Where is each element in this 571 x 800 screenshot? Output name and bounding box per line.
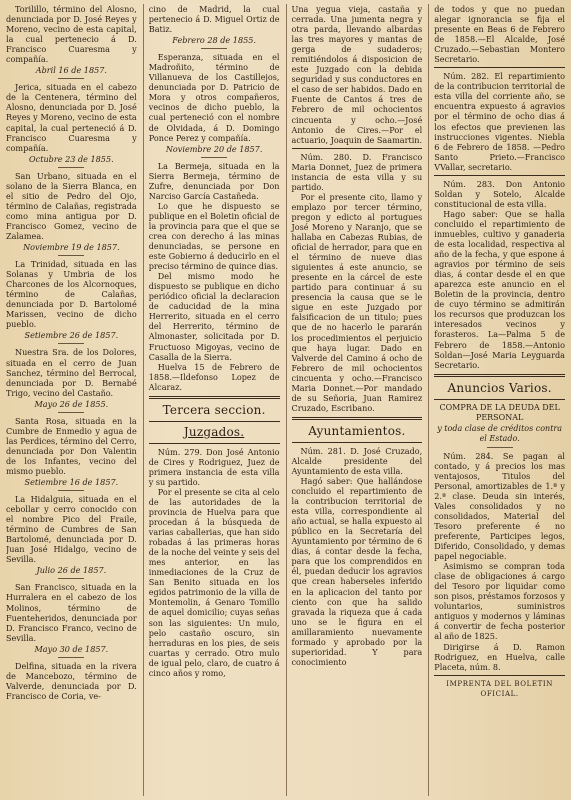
notice-paragraph: Una yegua vieja, castaña y cerrada. Una jumenta negra y otra parda, llevando albardas las tres mayores y mantas de gerga de sudaderos; remitiéndolos á disposicion de este Juzgado con la debida seguridad y sus conductores en el caso de ser habidos. Dado en Fuente de Cantos á tres de Febrero de mil ochocientos cincuenta y ocho.—José Antonio de Cires.—Por el actuario, Joaquin de Saamartin. [291, 4, 423, 145]
notice-paragraph: Por el presente se cita al celo de las autoridades de la provincia de Huelva para que procedan á la búsqueda de varias caballerias, que han sido robadas á las primeras horas de la noche del veinte y seis del mes anterior, en las inmediaciones de la Cruz de San Benito situada en los egidos patrimonio de la villa de Montemolin, á Genaro Tomillo de aquel domicilio; cuyas señas son las siguientes: Un mulo, pelo castaño oscuro, sin herraduras en los pies, de seis cuartas y cerrado. Otro mulo de igual pelo, claro, de cuatro á cinco años y romo, [148, 486, 280, 678]
notice-paragraph: de todos y que no puedan alegar ignorancia se fija el presente en Beas 6 de Febrero de 1858.—El Alcalde, José Cruzado.—Sebastian Montero Secretario. [434, 4, 565, 65]
section-rule [434, 399, 565, 400]
separator [487, 447, 513, 448]
separator [58, 78, 84, 79]
printer-footer: IMPRENTA DEL BOLETIN OFICIAL. [446, 679, 553, 698]
mine-listing: La Hidalguia, situada en el cebollar y cerro conocido con el nombre Pico del Fraile, término de Cumbres de San Bartolomé, denunciada por D. Juan José Hidalgo, vecino de Sevilla. [6, 494, 137, 565]
section-rule [149, 421, 280, 422]
separator [58, 657, 84, 658]
listing-date: Julio 26 de 1857. [36, 565, 107, 576]
column-1 [6, 4, 137, 796]
mine-listing: Torilillo, término del Alosno, denunciada por D. José Reyes y Moreno, vecino de esta capital, la cual pertenecio á D. Francisco Cuaresma y compañía. [6, 4, 137, 65]
separator [58, 412, 84, 413]
separator [434, 675, 565, 676]
mine-listing: Esperanza, situada en el Madroñito, término de Villanueva de los Castillejos, denunciada por D. Patricio de Mora y otros compañeros, vecinos de dicho pueblo, la cual perteneció con el nombre de Olvidada, á D. Domingo Ponce Perez y compañía. [148, 52, 280, 143]
advert-title: COMPRA DE LA DEUDA DEL PERSONAL [439, 402, 560, 422]
separator [434, 67, 565, 68]
notice-paragraph: Hagó saber: Que hallándose concluido el repartimiento de la contribucion territorial de esta villa, correspondiente al año actual, se halla expuesto al público en la Secretaría del Ayuntamiento por término de 6 dias, á contar desde la fecha, para que los comprendidos en él, puedan deducir los agravios que crean haberseles inferido en la aplicacion del tanto por ciento con que ha salido gravada la riqueza que á cada uno se le figura en el amillaramiento nuevamente formado y aprobado por la superioridad. Y para conocimiento [291, 476, 423, 667]
advert-subtitle: y toda clase de créditos contra el Estado. [437, 423, 563, 443]
section-rule [149, 396, 280, 399]
section-rule [292, 442, 423, 443]
section-rule [434, 374, 565, 377]
advert-paragraph: Núm. 284. Se pagan al contado, y á precios los mas ventajosos, Titulos del Personal, amortizables de 1.ª y 2.ª clase. Deuda sin interés, Vales consolidados y no consolidados, Material del Tesoro preferente é no preferente, Participes legos, Diferido, Consolidado, y demas papel negociable. [434, 450, 565, 562]
notice-header: Núm. 281. D. José Cruzado, Alcalde presidente del Ayuntamiento de esta villa. [291, 445, 423, 476]
mine-listing: San Francisco, situada en la Hurralera en el cabezo de los Molinos, término de Fuenteheridos, denunciada por D. Francisco Franco, vecino de Sevilla. [6, 582, 137, 643]
listing-date: Mayo 30 de 1857. [34, 643, 109, 654]
section-heading: Anuncios Varios. [447, 380, 552, 395]
notice-paragraph: Lo que he dispuesto se publique en el Boletin oficial de la provincia para que el que se crea con derecho á las minas denunciadas, se persone en este Gobierno á deducirlo en el preciso término de quince dias. [148, 200, 280, 272]
separator [58, 167, 84, 168]
listing-date: Abril 16 de 1857. [35, 65, 107, 76]
section-heading: Ayuntamientos. [308, 423, 406, 438]
listing-date: Noviembre 20 de 1857. [165, 143, 263, 154]
notice-header: Núm. 280. D. Francisco Maria Donnet, Juez de primera instancia de esta villa y su partido. [291, 151, 423, 192]
mine-listing: cino de Madrid, la cual pertenecio á D. Miguel Ortiz de Batiz. [148, 4, 280, 35]
mine-listing: La Bermeja, situada en la Sierra Bermeja, término de Zufre, denunciada por Don Narciso García Castañeda. [148, 160, 280, 201]
column-4 [428, 4, 565, 796]
section-rule [292, 417, 423, 420]
column-2 [143, 4, 280, 796]
section-rule [149, 443, 280, 444]
separator [58, 255, 84, 256]
separator [58, 490, 84, 491]
listing-date: Setiembre 16 de 1857. [24, 477, 119, 488]
listing-date: Octubre 23 de 1855. [29, 153, 114, 164]
subsection-heading: Juzgados. [183, 424, 245, 439]
separator [292, 148, 423, 149]
separator [434, 175, 565, 176]
advert-paragraph: Dirigirse á D. Ramon Rodriguez, en Huelva, calle Placeta, núm. 8. [434, 641, 565, 672]
listing-date: Noviembre 19 de 1857. [23, 242, 120, 253]
separator [201, 48, 227, 49]
notice-paragraph: Del mismo modo he dispuesto se publique en dicho periódico oficial la declaracion de caducidad de la mina Herrerito, situada en el cerro del Herrerito, término de Almonaster, solicitada por D. Fructuoso Migoyas, vecino de Casalla de la Sierra. [148, 271, 280, 362]
listing-date: Setiembre 26 de 1857. [24, 330, 119, 341]
separator [58, 578, 84, 579]
notice-header: Núm. 279. Don José Antonio de Cires y Rodriguez, Juez de primera instancia de esta villa y su partido. [148, 446, 280, 487]
notice-header: Núm. 283. Don Antonio Soldan y Sotelo, Alcalde constitucional de esta villa. [434, 178, 565, 209]
listing-date: Mayo 26 de 1855. [34, 398, 109, 409]
mine-listing: San Urbano, situada en el solano de la Sierra Blanca, en el sitio de Pedro del Ojo, término de Calañas, registrada como mina antigua por D. Francisco Gomez, vecino de Zalamea. [6, 170, 137, 241]
mine-listing: La Trinidad, situada en las Solanas y Umbria de los Charcones de los Alcornoques, término de Calañas, denunciada por D. Bartolomé Marissen, vecino de dicho pueblo. [6, 259, 137, 330]
notice-paragraph: Por el presente cito, llamo y emplazo por tercer término, pregon y edicto al portugues José Moreno y Naranjo, que se hallaba en Cabezas Rubias, de oficial de herrador, para que en el término de nueve dias siguientes á este anuncio, se presente en la cárcel de este partido para continuar á su presencia la causa que se le sigue en este Juzgado por falsificacion de un titulo; pues que de no hacerlo le pararán los procedimientos el perjuicio que haya lugar. Dado en Valverde del Camino á ocho de Febrero de mil ochocientos cincuenta y ocho.—Francisco Maria Donnet.—Por mandado de su Señoria, Juan Ramirez Cruzado, Escribano. [291, 191, 423, 413]
separator [58, 343, 84, 344]
separator [201, 157, 227, 158]
mine-listing: Jerica, situada en el cabezo de la Centenera, término del Alosno, denunciada por D. José Reyes y Moreno, vecino de esta capital, la cual perteneció á D. Francisco Cuaresma y compañía. [6, 82, 137, 153]
listing-date: Febrero 28 de 1855. [172, 35, 256, 46]
section-heading: Tercera seccion. [162, 402, 266, 417]
notice-signature: Huelva 15 de Febrero de 1858.—Ildefonso Lopez de Alcaraz. [148, 361, 280, 392]
column-3 [286, 4, 423, 796]
notice-paragraph: Hago saber: Que se halla concluido el repartimiento de inmuebles, cultivo y ganaderia de esta localidad, respectiva al año de la fecha, y que espone á agravios por término de seis dias, á contar desde el en que aparezca este anuncio en el Boletin de la provincia, dentro de cuyo término se admitirán los recursos que produzcan los interesados vecinos y forasteros. La—Palma 5 de Febrero de 1858.—Antonio Soldan—José Maria Leyguarda Secretario. [434, 208, 565, 370]
advert-paragraph: Asimismo se compran toda clase de obligaciones á cargo del Tesoro por liquidar como son pisos, préstamos forzosos y voluntarios, suministros antiguos y modernos y láminas á convertir de fecha posterior al año de 1825. [434, 561, 565, 642]
mine-listing: Delfina, situada en la rivera de Mancebozo, término de Valverde, denunciada por D. Francisco de Coria, ve- [6, 660, 137, 701]
notice-paragraph: Núm. 282. El repartimiento de la contribucion territorial de esta villa del corriente año, se encuentra expuesto á agravios por el término de ocho dias á los efectos que previenen las instrucciones vigentes. Niebla 6 de Febrero de 1858. —Pedro Santo Prieto.—Francisco VVallar, secretario. [434, 71, 565, 172]
mine-listing: Santa Rosa, situada en la Cumbre de Enmedio y agua de las Perdices, término del Cerro, denunciada por Don Valentin de los Infantes, vecino del mismo pueblo. [6, 415, 137, 476]
mine-listing: Nuestra Sra. de los Dolores, situada en el cerro de Juan Sanchez, término del Berrocal, denunciada por D. Bernabé Trigo, vecino del Castaño. [6, 347, 137, 398]
